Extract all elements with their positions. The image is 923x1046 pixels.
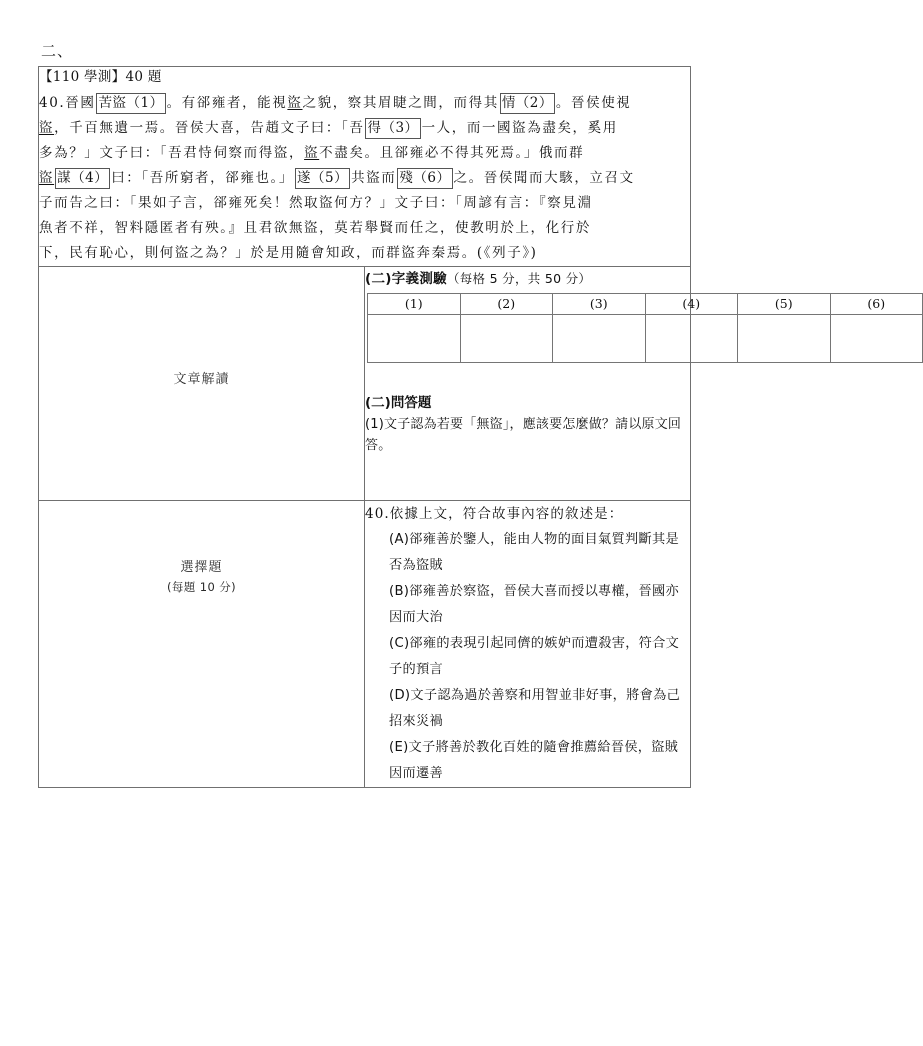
passage-row [39, 67, 691, 267]
passage-underlined-term: 盜 [39, 169, 55, 186]
answer-grid-header-cell: (3) [553, 293, 646, 314]
answer-grid-header-row [368, 293, 923, 314]
answer-grid-answer-cell[interactable] [830, 314, 923, 362]
row-label-multiple-choice [39, 500, 365, 787]
answer-grid-header-cell: (4) [645, 293, 738, 314]
multiple-choice-option-e[interactable]: (E)文子將善於教化百姓的隨會推薦給晉侯，盜賊因而遷善 [389, 739, 679, 781]
passage-underlined-term: 盜 [304, 144, 320, 161]
multiple-choice-stem: 40.依據上文，符合故事內容的敘述是： [365, 505, 624, 522]
multiple-choice-option-a[interactable]: (A)郤雍善於鑒人，能由人物的面目氣質判斷其是否為盜賊 [389, 531, 679, 573]
answer-grid-answer-cell[interactable] [738, 314, 831, 362]
word-meaning-weight-note: （每格 5 分，共 50 分） [446, 270, 592, 286]
passage-line [39, 241, 690, 266]
passage-text-run: 。有郤雍者，能視 [166, 94, 288, 111]
passage-underlined-term: 盜 [287, 94, 303, 111]
answer-grid-answer-cell[interactable] [368, 314, 461, 362]
passage-text-run: 一人，而一國盜為盡矣，奚用 [421, 119, 618, 136]
passage-line [39, 216, 690, 241]
row-label-reading-text: 文章解讀 [173, 372, 230, 388]
answer-grid-answer-cell[interactable] [460, 314, 553, 362]
passage-boxed-term: 謀（4） [55, 168, 110, 189]
answer-grid-header-cell: (2) [460, 293, 553, 314]
passage-line [39, 116, 690, 141]
passage-boxed-term: 遂（5） [295, 168, 350, 189]
passage-text-run: 子而告之曰：「果如子言，郤雍死矣！然取盜何方？」文子曰：「周諺有言：『察見淵 [39, 194, 593, 211]
passage-text-run: 魚者不祥，智料隱匿者有殃。』且君欲無盜，莫若舉賢而任之，使教明於上，化行於 [39, 219, 591, 236]
passage-text-run: 之。晉侯聞而大駭，立召文 [453, 169, 635, 186]
reading-content-cell [365, 266, 886, 500]
passage-source-label: 【110 學測】40 題 [39, 69, 162, 85]
passage-text-run: 多為？」文子曰：「吾君恃伺察而得盜， [39, 144, 305, 161]
passage-text-run: ，千百無遺一焉。晉侯大喜，告趙文子曰：「吾 [54, 119, 365, 136]
passage-boxed-term: 得（3） [365, 118, 420, 139]
multiple-choice-option-d[interactable]: (D)文子認為過於善察和用智並非好事，將會為己招來災禍 [389, 687, 681, 729]
passage-boxed-term: 情（2） [500, 93, 555, 114]
reading-comprehension-row [39, 266, 691, 500]
passage-text-run: 共盜而 [351, 169, 397, 186]
multiple-choice-content-cell [365, 500, 691, 787]
passage-line [39, 141, 690, 166]
word-meaning-title-text: (二)字義測驗 [365, 270, 447, 287]
word-meaning-title [365, 267, 690, 287]
passage-text-run: 晉國 [65, 94, 96, 111]
word-meaning-answer-grid [367, 293, 923, 363]
passage-line [39, 91, 690, 116]
row-label-multiple-choice-sub: (每題 10 分) [166, 580, 237, 595]
multiple-choice-option-b[interactable]: (B)郤雍善於察盜，晉侯大喜而授以專權，晉國亦因而大治 [389, 583, 679, 625]
passage-boxed-term: 殘（6） [397, 168, 452, 189]
short-answer-blank-space[interactable] [365, 456, 690, 500]
answer-grid-header-cell: (5) [738, 293, 831, 314]
exam-table [38, 66, 886, 788]
multiple-choice-row [39, 500, 691, 787]
answer-grid-header-cell: (6) [830, 293, 923, 314]
answer-grid-answer-cell[interactable] [553, 314, 646, 362]
row-label-multiple-choice-text: 選擇題 [180, 560, 223, 576]
multiple-choice-option-c[interactable]: (C)郤雍的表現引起同儕的嫉妒而遭殺害，符合文子的預言 [389, 635, 680, 677]
answer-grid-header-cell: (1) [368, 293, 461, 314]
passage-text-run: 下，民有恥心，則何盜之為？」於是用隨會知政，而群盜奔秦焉。(《列子》) [39, 244, 538, 261]
short-answer-title: (二)問答題 [365, 394, 432, 411]
passage-text-run: 曰：「吾所窮者，郤雍也。」 [111, 169, 295, 186]
short-answer-item: (1)文子認為若要「無盜」，應該要怎麼做？請以原文回答。 [365, 416, 682, 453]
section-marker: 二、 [41, 42, 74, 60]
answer-grid-answer-row [368, 314, 923, 362]
passage-cell [39, 67, 691, 267]
passage-text-run: 40. [39, 94, 66, 111]
passage-text-run: 不盡矣。且郤雍必不得其死焉。」俄而群 [319, 144, 585, 161]
passage-underlined-term: 盜 [39, 119, 55, 136]
passage-line [39, 166, 690, 191]
passage-body [39, 91, 690, 266]
passage-text-run: 之貌，察其眉睫之間，而得其 [302, 94, 499, 111]
row-label-reading [39, 266, 365, 500]
answer-grid-answer-cell[interactable] [645, 314, 738, 362]
passage-line [39, 191, 690, 216]
passage-text-run: 。晉侯使視 [555, 94, 632, 111]
passage-boxed-term: 苦盜（1） [96, 93, 165, 114]
